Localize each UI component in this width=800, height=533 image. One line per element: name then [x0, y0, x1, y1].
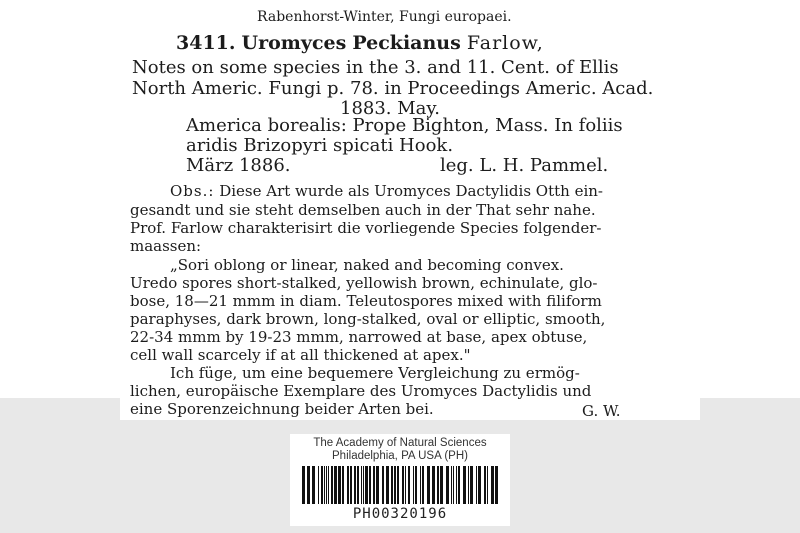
barcode-graphic — [300, 466, 500, 504]
barcode-bar — [326, 466, 327, 504]
closing-line-3: eine Sporenzeichnung beider Arten bei. — [130, 400, 434, 418]
reference-line-2: North Americ. Fungi p. 78. in Proceedings Americ. Acad. — [132, 78, 654, 99]
obs-line-4: maassen: — [130, 237, 202, 255]
barcode-bar — [427, 466, 430, 504]
barcode-bar — [432, 466, 435, 504]
barcode-bar — [484, 466, 486, 504]
barcode-bar — [478, 466, 481, 504]
barcode-bar — [420, 466, 421, 504]
collector: leg. L. H. Pammel. — [440, 155, 609, 176]
barcode-bar — [365, 466, 368, 504]
closing-line-1: Ich füge, um eine bequemere Vergleichung zu ermög- — [170, 364, 580, 382]
barcode-bar — [302, 466, 305, 504]
barcode-bar — [342, 466, 344, 504]
description-line-2: Uredo spores short-stalked, yellowish brown, echinulate, glo- — [130, 274, 598, 292]
genus-name: Uromyces — [241, 32, 347, 54]
barcode-bar — [334, 466, 337, 504]
barcode-bar — [458, 466, 460, 504]
barcode-bar — [318, 466, 319, 504]
barcode-bar — [347, 466, 349, 504]
description-line-1: „Sori oblong or linear, naked and becoming convex. — [170, 256, 564, 274]
barcode-bar — [456, 466, 457, 504]
barcode-bar — [321, 466, 323, 504]
barcode-bar — [331, 466, 333, 504]
barcode-bar — [391, 466, 393, 504]
species-author: Farlow, — [466, 32, 544, 54]
reference-line-1: Notes on some species in the 3. and 11. Cent. of Ellis — [132, 57, 619, 78]
obs-label: Obs.: — [170, 182, 215, 200]
series-header: Rabenhorst-Winter, Fungi europaei. — [257, 9, 512, 25]
obs-line-1 — [170, 184, 603, 199]
barcode-bar — [397, 466, 399, 504]
barcode-bar — [491, 466, 494, 504]
barcode-bar — [354, 466, 356, 504]
description-line-5: 22-34 mmm by 19-23 mmm, narrowed at base, apex obtuse, — [130, 328, 588, 346]
description-line-4: paraphyses, dark brown, long-stalked, oval or elliptic, smooth, — [130, 310, 606, 328]
barcode-bar — [307, 466, 310, 504]
barcode-bar — [413, 466, 414, 504]
barcode-bar — [405, 466, 406, 504]
barcode-bar — [453, 466, 454, 504]
barcode-bar — [357, 466, 359, 504]
barcode-bar — [408, 466, 410, 504]
barcode-number: PH00320196 — [352, 506, 448, 522]
barcode-bar — [350, 466, 352, 504]
barcode-bar — [468, 466, 469, 504]
barcode-bar — [363, 466, 364, 504]
barcode-bar — [324, 466, 325, 504]
barcode-bar — [451, 466, 452, 504]
exsiccata-number: 3411. — [176, 32, 236, 54]
description-line-6: cell wall scarcely if at all thickened at apex." — [130, 346, 471, 364]
specimen-label — [120, 0, 700, 420]
species-title — [176, 34, 544, 53]
barcode-bar — [437, 466, 439, 504]
obs-line-2: gesandt und sie steht demselben auch in der That sehr nahe. — [130, 201, 596, 219]
signature-initials: G. W. — [582, 402, 621, 420]
barcode-bar — [415, 466, 417, 504]
barcode-bar — [373, 466, 375, 504]
institution-location: Philadelphia, PA USA (PH) — [332, 450, 468, 462]
obs-text-1: Diese Art wurde als Uromyces Dactylidis Otth ein- — [219, 182, 603, 200]
barcode-bar — [446, 466, 449, 504]
locality-line-2: aridis Brizopyri spicati Hook. — [186, 135, 454, 156]
barcode-bar — [495, 466, 498, 504]
barcode-bar — [328, 466, 329, 504]
barcode-bar — [338, 466, 341, 504]
barcode-bar — [402, 466, 404, 504]
barcode-bar — [361, 466, 362, 504]
reference-line-3: 1883. May. — [340, 98, 440, 119]
barcode-bar — [376, 466, 379, 504]
barcode-bar — [476, 466, 477, 504]
collection-date: März 1886. — [186, 155, 291, 176]
barcode-bar — [386, 466, 389, 504]
barcode-bar — [422, 466, 424, 504]
locality-line-1: America borealis: Prope Bighton, Mass. In foliis — [186, 115, 623, 136]
barcode-label — [290, 434, 510, 526]
barcode-bar — [369, 466, 371, 504]
barcode-bar — [463, 466, 466, 504]
barcode-bar — [312, 466, 315, 504]
barcode-bar — [394, 466, 396, 504]
barcode-bar — [440, 466, 443, 504]
barcode-bar — [487, 466, 488, 504]
closing-line-2: lichen, europäische Exemplare des Uromyces Dactylidis und — [130, 382, 592, 400]
barcode-bar — [470, 466, 473, 504]
description-line-3: bose, 18—21 mmm in diam. Teleutospores mixed with filiform — [130, 292, 602, 310]
institution-name: The Academy of Natural Sciences — [313, 437, 487, 449]
obs-line-3: Prof. Farlow charakterisirt die vorliegende Species folgender- — [130, 219, 602, 237]
species-epithet: Peckianus — [352, 32, 461, 54]
barcode-bar — [382, 466, 384, 504]
